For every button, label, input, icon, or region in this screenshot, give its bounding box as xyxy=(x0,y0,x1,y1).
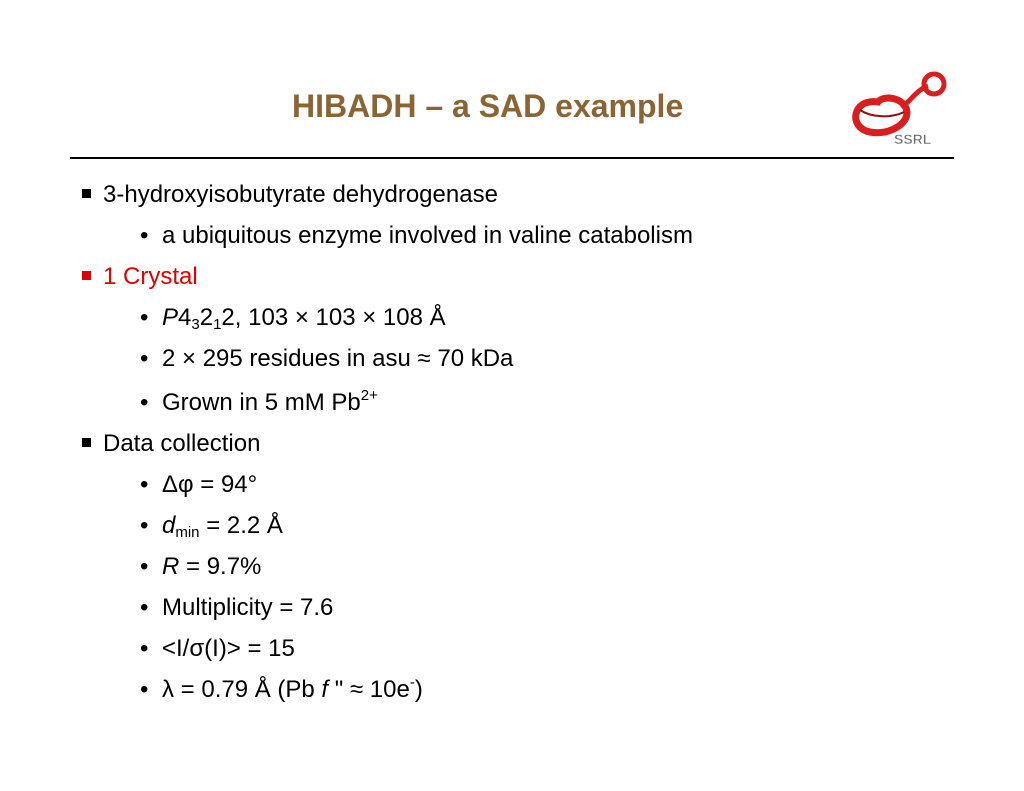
bullet-wavelength: • λ = 0.79 Å (Pb f " ≈ 10e-) xyxy=(140,674,423,703)
bullet-enzyme: 3-hydroxyisobutyrate dehydrogenase xyxy=(82,181,498,209)
bullet-delta-phi: • Δφ = 94° xyxy=(140,471,258,498)
bullet-i-sigma: • <I/σ(I)> = 15 xyxy=(140,635,295,662)
bullet-space-group: • $P4_32_12$, 103 × 103 × 108 Å xyxy=(140,304,446,333)
bullet-grown: • Grown in 5 mM $Pb^{2+}$ xyxy=(140,387,378,416)
bullet-data-collection: Data collection xyxy=(82,430,260,458)
bullet-r-factor: • R = 9.7% xyxy=(140,553,262,580)
square-bullet-icon xyxy=(82,271,91,280)
title-divider xyxy=(70,157,954,159)
slide-title: HIBADH – a SAD example xyxy=(292,88,684,124)
bullet-dmin: • $d_{min} = 2.2$ Å xyxy=(140,512,283,541)
ssrl-logo-text: SSRL xyxy=(894,131,932,147)
bullet-enzyme-desc: • a ubiquitous enzyme involved in valine catabolism xyxy=(140,222,693,249)
ssrl-logo xyxy=(842,68,954,148)
bullet-residues: • 2 × 295 residues in asu ≈ 70 kDa xyxy=(140,345,514,372)
bullet-crystal: 1 Crystal xyxy=(82,263,198,291)
bullet-multiplicity: • Multiplicity = 7.6 xyxy=(140,594,334,621)
square-bullet-icon xyxy=(82,189,91,198)
square-bullet-icon xyxy=(82,438,91,447)
